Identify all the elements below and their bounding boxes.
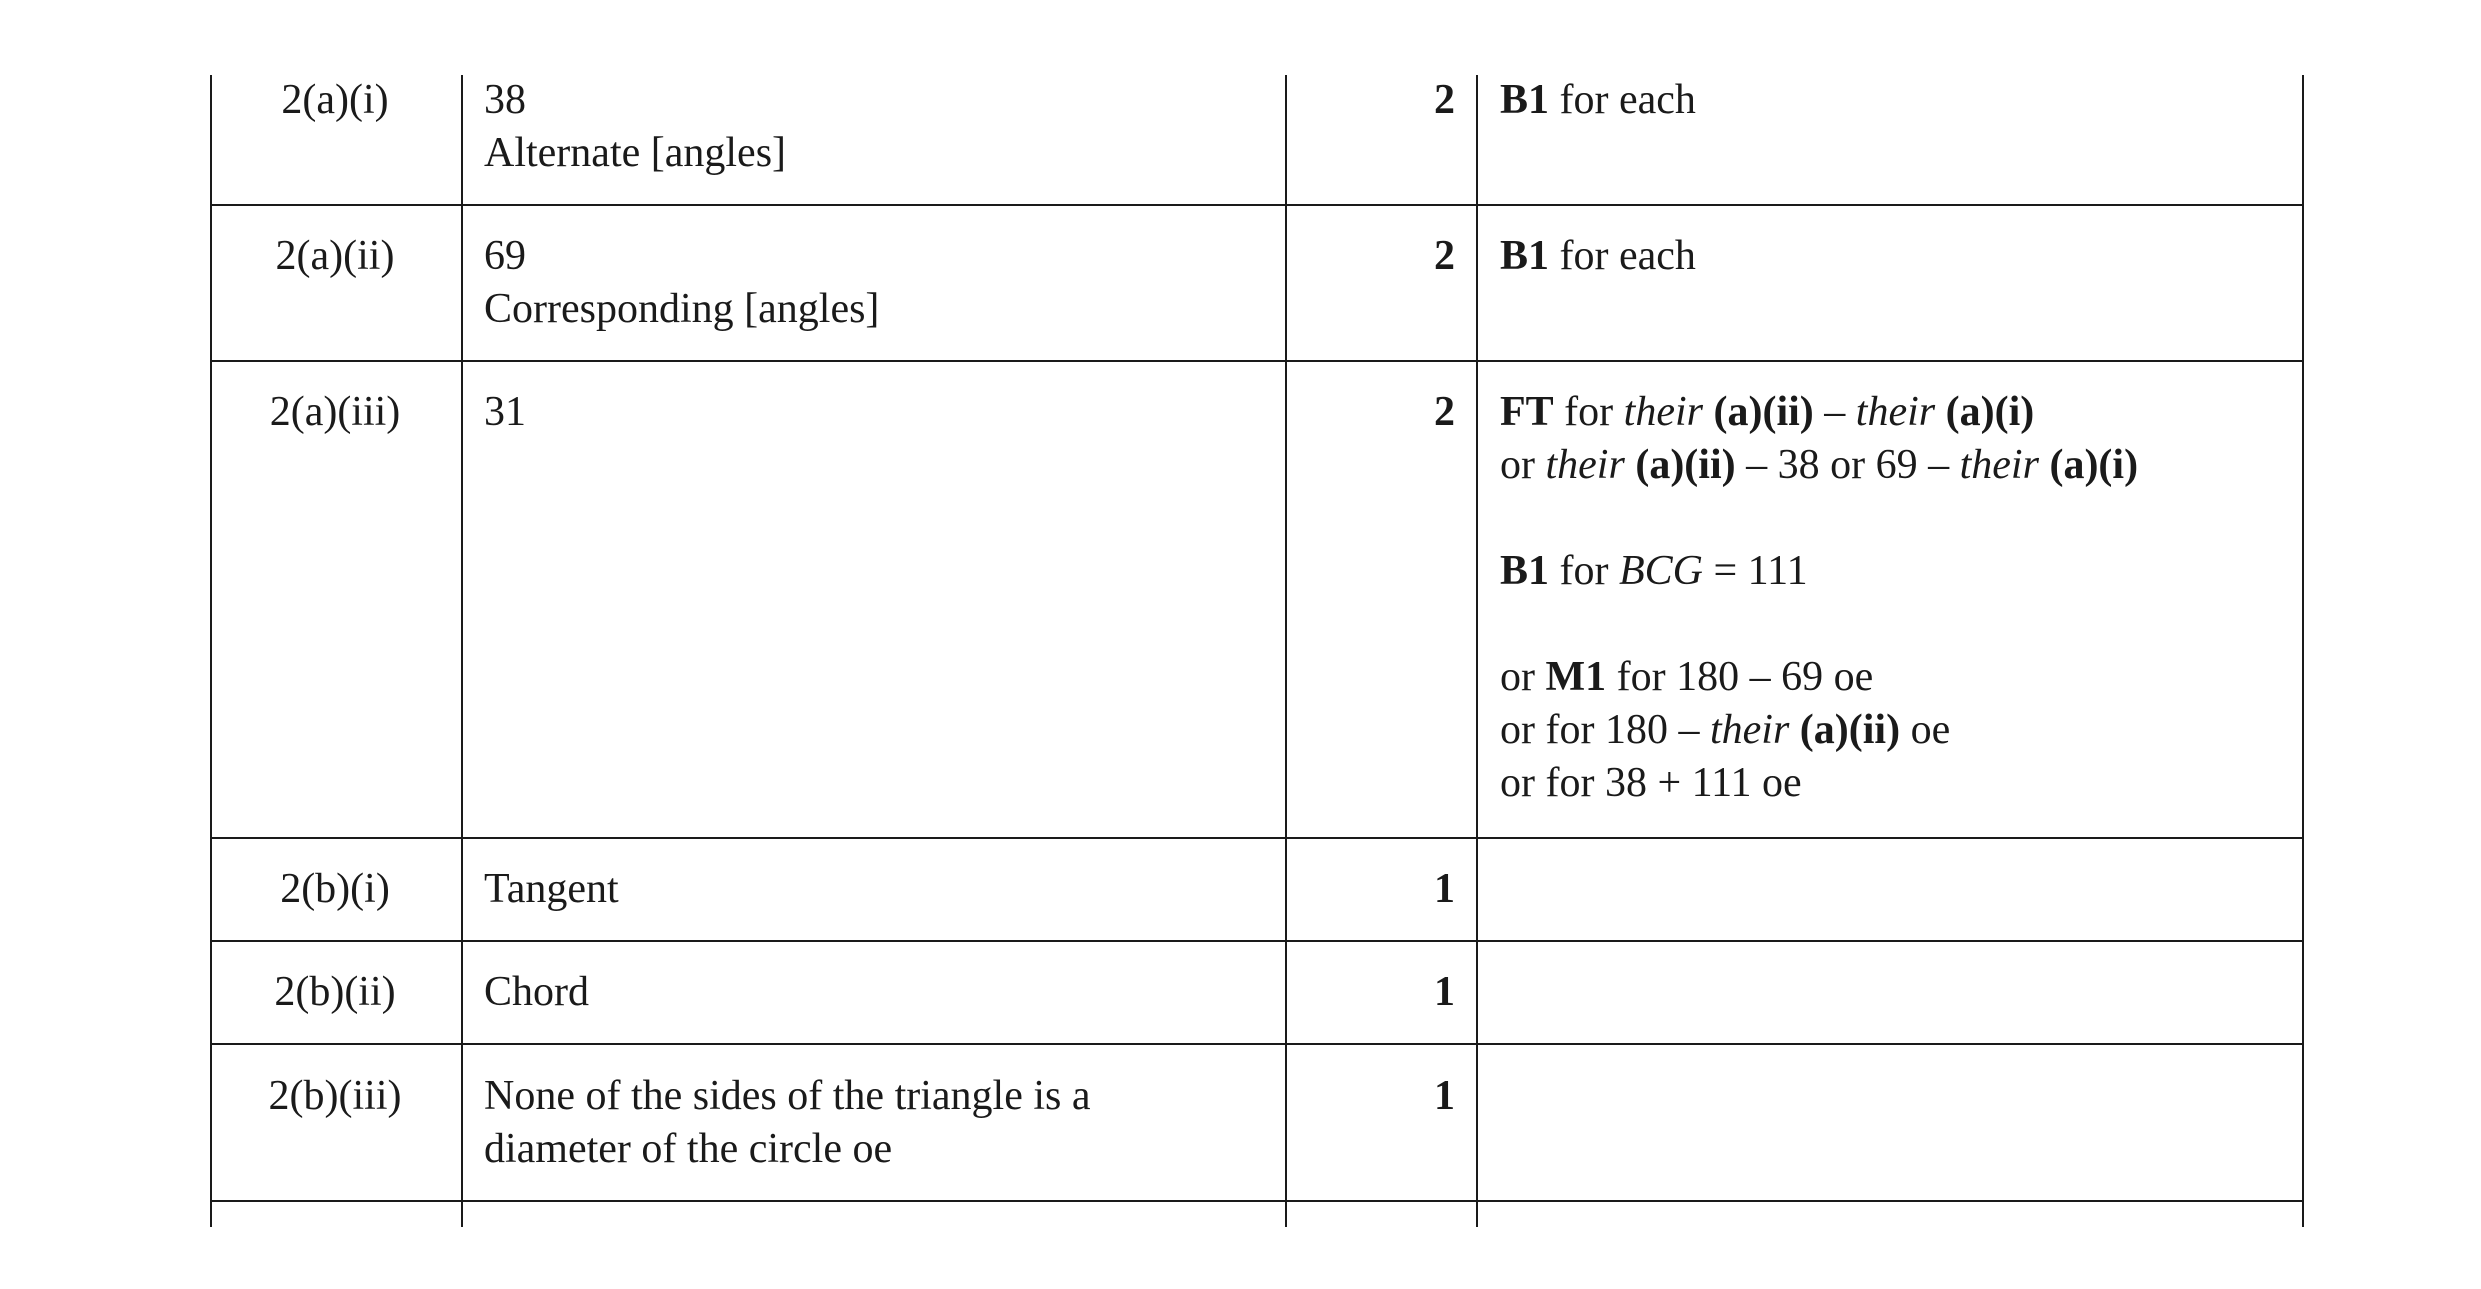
guidance-line: B1 for each	[1500, 77, 1696, 123]
question-number: 2(a)(iii)	[269, 389, 401, 435]
answer-line: None of the sides of the triangle is a	[484, 1073, 1091, 1119]
marks-value: 1	[1434, 1073, 1455, 1119]
question-number: 2(a)(i)	[281, 77, 389, 123]
answer-line: 31	[484, 389, 526, 435]
marks-value: 2	[1434, 233, 1455, 279]
answer-line: diameter of the circle oe	[484, 1126, 893, 1172]
answer-line: Alternate [angles]	[484, 130, 787, 176]
answer-line: Chord	[484, 969, 589, 1015]
guidance-cell	[1500, 230, 2280, 283]
row-divider	[210, 204, 2304, 206]
guidance-line: B1 for each	[1500, 233, 1696, 279]
guidance-spacer	[1500, 492, 2280, 545]
column-divider-question	[461, 75, 463, 1227]
answer-line: 38	[484, 77, 526, 123]
answer-cell	[484, 230, 1264, 336]
marks-value: 1	[1434, 969, 1455, 1015]
answer-line: Corresponding [angles]	[484, 286, 880, 332]
row-divider	[210, 837, 2304, 839]
answer-line: Tangent	[484, 866, 619, 912]
guidance-line: or M1 for 180 – 69 oe	[1500, 654, 1874, 700]
marks-value: 2	[1434, 77, 1455, 123]
row-divider	[210, 1043, 2304, 1045]
column-divider-answer	[1285, 75, 1287, 1227]
answer-cell	[484, 386, 1264, 439]
guidance-line: FT for their (a)(ii) – their (a)(i)	[1500, 389, 2035, 435]
table-border-right	[2302, 75, 2304, 1227]
answer-cell	[484, 74, 1264, 180]
answer-cell	[484, 863, 1264, 916]
answer-cell	[484, 1070, 1264, 1176]
guidance-cell	[1500, 386, 2280, 810]
answer-line: 69	[484, 233, 526, 279]
row-divider	[210, 940, 2304, 942]
guidance-line: or for 180 – their (a)(ii) oe	[1500, 707, 1951, 753]
guidance-line: or for 38 + 111 oe	[1500, 760, 1802, 806]
row-divider	[210, 360, 2304, 362]
question-number: 2(b)(i)	[280, 866, 390, 912]
marks-value: 2	[1434, 389, 1455, 435]
answer-cell	[484, 966, 1264, 1019]
guidance-line: B1 for BCG = 111	[1500, 548, 1808, 594]
row-divider	[210, 1200, 2304, 1202]
guidance-cell	[1500, 74, 2280, 127]
question-number: 2(a)(ii)	[275, 233, 395, 279]
guidance-spacer	[1500, 598, 2280, 651]
question-number: 2(b)(ii)	[274, 969, 396, 1015]
guidance-line: or their (a)(ii) – 38 or 69 – their (a)(i)	[1500, 442, 2139, 488]
question-number: 2(b)(iii)	[268, 1073, 402, 1119]
column-divider-marks	[1476, 75, 1478, 1227]
mark-scheme-table	[210, 0, 2304, 1289]
marks-value: 1	[1434, 866, 1455, 912]
